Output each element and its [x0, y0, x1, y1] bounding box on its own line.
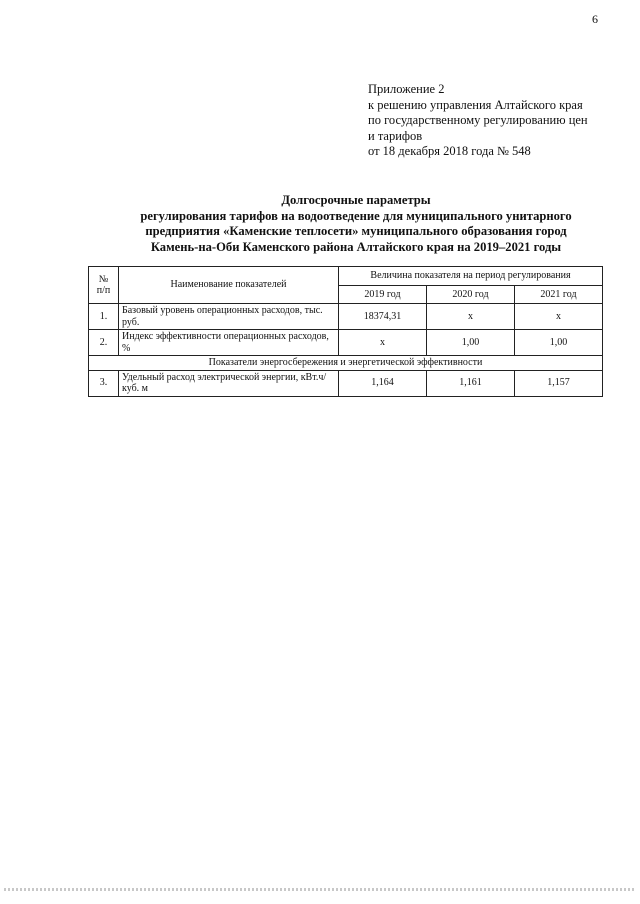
- row-value: 1,00: [515, 330, 603, 356]
- row-value: х: [339, 330, 427, 356]
- table-row: [89, 304, 603, 330]
- row-name: Индекс эффективности операционных расходов, %: [119, 330, 339, 356]
- row-num: 1.: [89, 304, 119, 330]
- appendix-line: от 18 декабря 2018 года № 548: [368, 144, 531, 158]
- title-line: Долгосрочные параметры: [281, 193, 431, 207]
- section-header-row: [89, 356, 603, 371]
- row-name: Базовый уровень операционных расходов, тыс. руб.: [119, 304, 339, 330]
- header-name: Наименование показателей: [119, 267, 339, 304]
- title-line: Камень-на-Оби Каменского района Алтайского края на 2019–2021 годы: [150, 239, 562, 254]
- title-line: регулирования тарифов на водоотведение для муниципального унитарного: [140, 208, 572, 223]
- appendix-line: Приложение 2: [368, 82, 445, 96]
- row-value: 1,161: [427, 370, 515, 396]
- document-title: [96, 193, 616, 255]
- row-value: 18374,31: [339, 304, 427, 330]
- row-value: х: [515, 304, 603, 330]
- table-row: [89, 370, 603, 396]
- row-value: 1,00: [427, 330, 515, 356]
- table-row: [89, 330, 603, 356]
- title-line: предприятия «Каменские теплосети» муниципального образования город: [145, 224, 567, 239]
- appendix-block: [368, 82, 618, 160]
- row-num: 2.: [89, 330, 119, 356]
- row-num: 3.: [89, 370, 119, 396]
- row-value: 1,164: [339, 370, 427, 396]
- page-number: 6: [592, 12, 598, 26]
- header-year: 2021 год: [515, 285, 603, 304]
- header-num: № п/п: [89, 267, 119, 304]
- row-value: х: [427, 304, 515, 330]
- row-value: 1,157: [515, 370, 603, 396]
- header-year: 2020 год: [427, 285, 515, 304]
- table-header-row: [89, 267, 603, 286]
- header-period-group: Величина показателя на период регулирования: [339, 267, 603, 286]
- appendix-line: по государственному регулированию цен: [368, 113, 588, 127]
- appendix-line: к решению управления Алтайского края: [368, 97, 583, 112]
- appendix-line: и тарифов: [368, 128, 423, 143]
- section-title: Показатели энергосбережения и энергетической эффективности: [89, 356, 603, 371]
- header-year: 2019 год: [339, 285, 427, 304]
- scan-footer-line: [4, 888, 636, 891]
- row-name: Удельный расход электрической энергии, кВт.ч/куб. м: [119, 370, 339, 396]
- parameters-table: [88, 266, 603, 397]
